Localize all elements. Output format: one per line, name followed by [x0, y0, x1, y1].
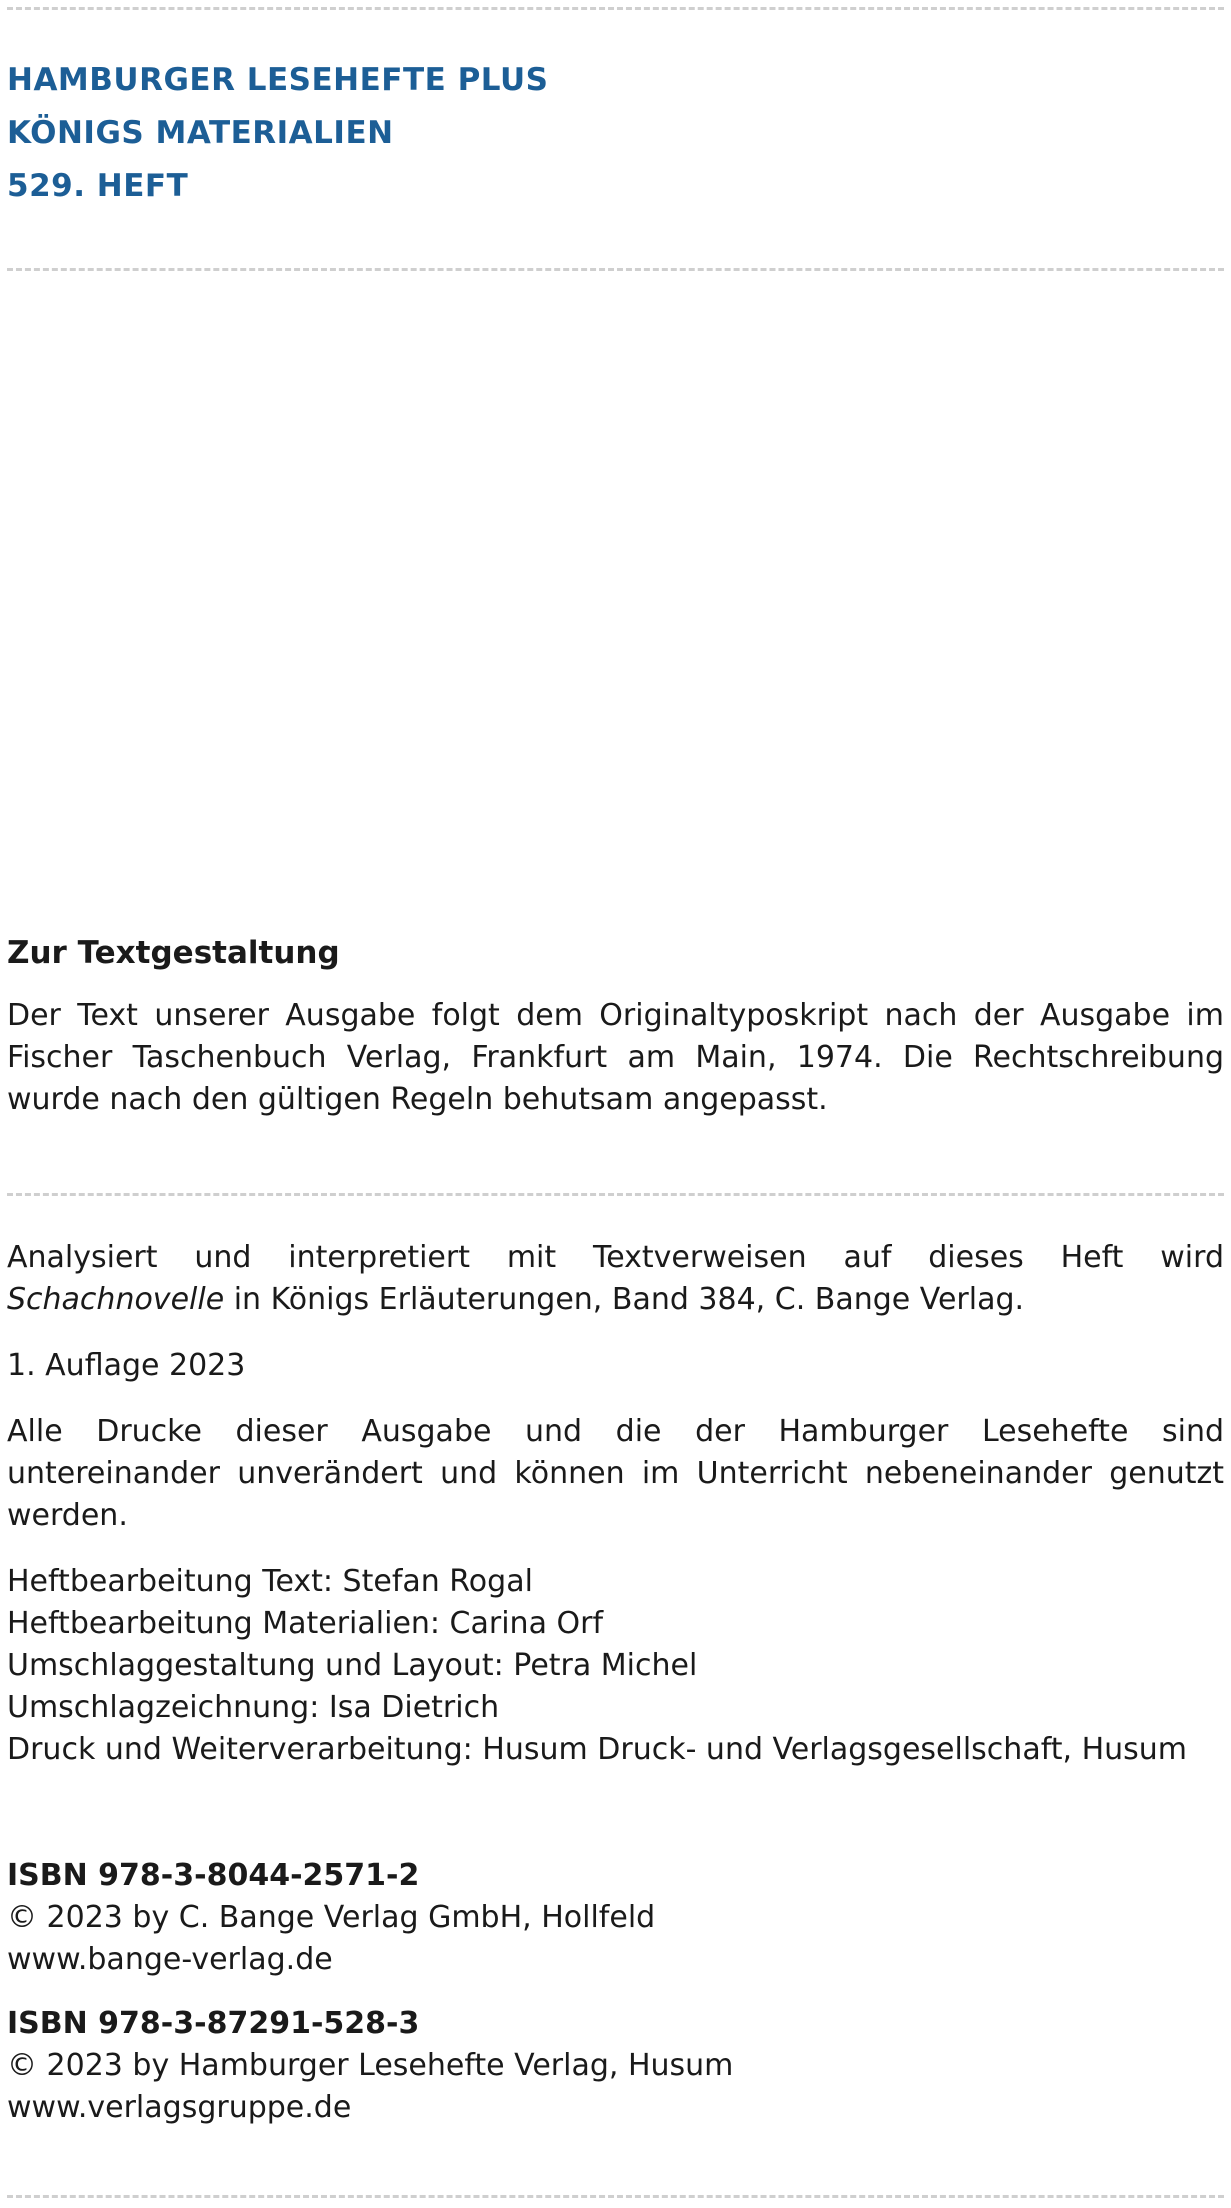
header-divider — [7, 268, 1224, 271]
series-subtitle: KÖNIGS MATERIALIEN — [7, 115, 394, 151]
textgestaltung-heading: Zur Textgestaltung — [7, 935, 340, 971]
publisher-section — [7, 1855, 1224, 2129]
series-header — [7, 54, 1224, 213]
isbn: ISBN 978-3-87291-528-3 — [7, 2006, 420, 2041]
credit-line: Druck und Weiterverarbeitung: Husum Druck- und Verlagsgesellschaft, Husum — [7, 1732, 1188, 1767]
top-divider — [7, 7, 1224, 10]
info-section — [7, 1237, 1224, 1771]
credit-line: Heftbearbeitung Materialien: Carina Orf — [7, 1606, 604, 1641]
series-title: HAMBURGER LESEHEFTE PLUS — [7, 62, 549, 98]
textgestaltung-section — [7, 933, 1224, 1121]
publisher-block — [7, 1855, 1224, 1981]
copyright: © 2023 by C. Bange Verlag GmbH, Hollfeld — [7, 1900, 656, 1935]
analysis-text-after: in Königs Erläuterungen, Band 384, C. Bange Verlag. — [224, 1282, 1025, 1317]
analysis-note — [7, 1237, 1224, 1321]
middle-divider — [7, 1193, 1224, 1196]
credit-line: Umschlaggestaltung und Layout: Petra Michel — [7, 1648, 698, 1683]
issue-number: 529. HEFT — [7, 168, 189, 204]
isbn: ISBN 978-3-8044-2571-2 — [7, 1858, 420, 1893]
credits-list — [7, 1561, 1224, 1771]
analysis-text-before: Analysiert und interpretiert mit Textverweisen auf dieses Heft wird — [7, 1240, 1224, 1275]
publisher-block — [7, 2003, 1224, 2129]
copyright: © 2023 by Hamburger Lesehefte Verlag, Husum — [7, 2048, 734, 2083]
compat-note: Alle Drucke dieser Ausgabe und die der Hamburger Lesehefte sind untereinander unverändert und können im Unterricht nebeneinander genutzt werden. — [7, 1414, 1224, 1533]
textgestaltung-body: Der Text unserer Ausgabe folgt dem Originaltyposkript nach der Ausgabe im Fischer Taschenbuch Verlag, Frankfurt am Main, 1974. Die Rechtschreibung wurde nach den gültigen Regeln behutsam angepasst. — [7, 998, 1224, 1117]
edition-note: 1. Auflage 2023 — [7, 1348, 246, 1383]
credit-line: Heftbearbeitung Text: Stefan Rogal — [7, 1564, 533, 1599]
publisher-url: www.bange-verlag.de — [7, 1942, 333, 1977]
credit-line: Umschlagzeichnung: Isa Dietrich — [7, 1690, 500, 1725]
work-title: Schachnovelle — [7, 1282, 225, 1317]
publisher-url: www.verlagsgruppe.de — [7, 2090, 352, 2125]
bottom-divider — [7, 2195, 1224, 2198]
